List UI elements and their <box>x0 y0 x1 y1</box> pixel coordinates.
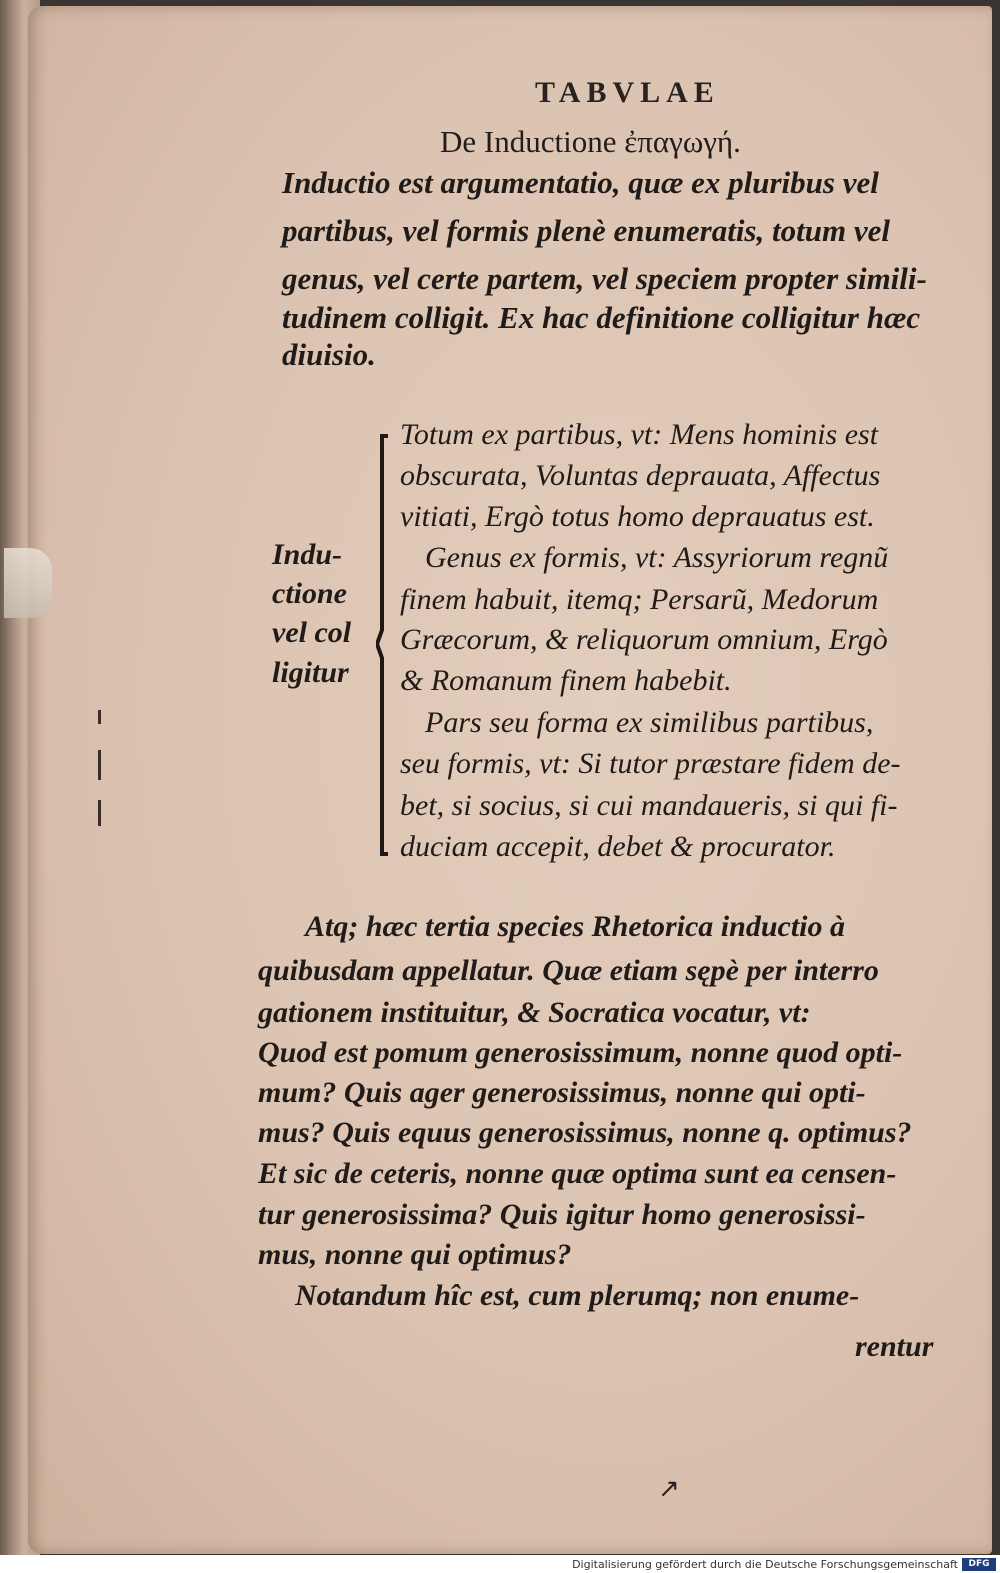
paragraph-line: mus, nonne qui optimus? <box>258 1238 572 1271</box>
division-line: duciam accepit, debet & procurator. <box>400 830 836 863</box>
definition-line: partibus, vel formis plenè enumeratis, totum vel <box>282 213 890 248</box>
definition-line: genus, vel certe partem, vel speciem propter simili- <box>282 261 927 296</box>
footer-credit: Digitalisierung gefördert durch die Deutsche Forschungsgemeinschaft <box>572 1558 958 1571</box>
division-line: Genus ex formis, vt: Assyriorum regnũ <box>425 541 889 574</box>
margin-marks <box>96 710 104 830</box>
dfg-logo: DFG <box>962 1558 996 1571</box>
paragraph-line: Et sic de ceteris, nonne quæ optima sunt ea censen- <box>258 1157 897 1190</box>
curly-brace <box>376 430 390 860</box>
division-line: Totum ex partibus, vt: Mens hominis est <box>400 418 879 451</box>
division-line: & Romanum finem habebit. <box>400 664 732 697</box>
division-line: seu formis, vt: Si tutor præstare fidem de- <box>400 747 901 780</box>
definition-line: diuisio. <box>282 337 376 372</box>
page-clip <box>4 548 52 618</box>
paragraph-line: quibusdam appellatur. Quæ etiam sępè per interro <box>258 954 879 987</box>
division-line: Græcorum, & reliquorum omnium, Ergò <box>400 623 888 656</box>
paragraph-line: Quod est pomum generosissimum, nonne quod opti- <box>258 1036 903 1069</box>
catchword: rentur <box>855 1330 934 1363</box>
division-line: bet, si socius, si cui mandaueris, si qui fi- <box>400 789 898 822</box>
paragraph-line: tur generosissima? Quis igitur homo generosissi- <box>258 1198 866 1231</box>
definition-line: tudinem colligit. Ex hac definitione colligitur hæc <box>282 300 921 335</box>
side-label-line: ctione <box>272 577 347 610</box>
running-head: TABVLAE <box>535 76 720 109</box>
side-label-line: vel col <box>272 616 352 649</box>
footer-bar <box>0 1555 1000 1573</box>
paragraph-line: Notandum hîc est, cum plerumq; non enume- <box>295 1279 860 1312</box>
paragraph-line: mus? Quis equus generosissimus, nonne q. optimus? <box>258 1116 912 1149</box>
division-line: finem habuit, itemq; Persarũ, Medorum <box>400 583 879 616</box>
division-line: obscurata, Voluntas deprauata, Affectus <box>400 459 881 492</box>
page-mark: ↗ <box>658 1474 680 1503</box>
division-line: Pars seu forma ex similibus partibus, <box>425 706 874 739</box>
paragraph-line: mum? Quis ager generosissimus, nonne qui opti- <box>258 1076 866 1109</box>
definition-line: Inductio est argumentatio, quæ ex pluribus vel <box>282 165 879 200</box>
side-label-line: Indu- <box>272 538 343 571</box>
paragraph-line: Atq; hæc tertia species Rhetorica inductio à <box>305 910 845 943</box>
side-label-line: ligitur <box>272 656 349 689</box>
division-line: vitiati, Ergò totus homo deprauatus est. <box>400 500 875 533</box>
paragraph-line: gationem instituitur, & Socratica vocatur, vt: <box>258 996 811 1029</box>
section-heading: De Inductione ἐπαγωγή. <box>440 124 741 159</box>
